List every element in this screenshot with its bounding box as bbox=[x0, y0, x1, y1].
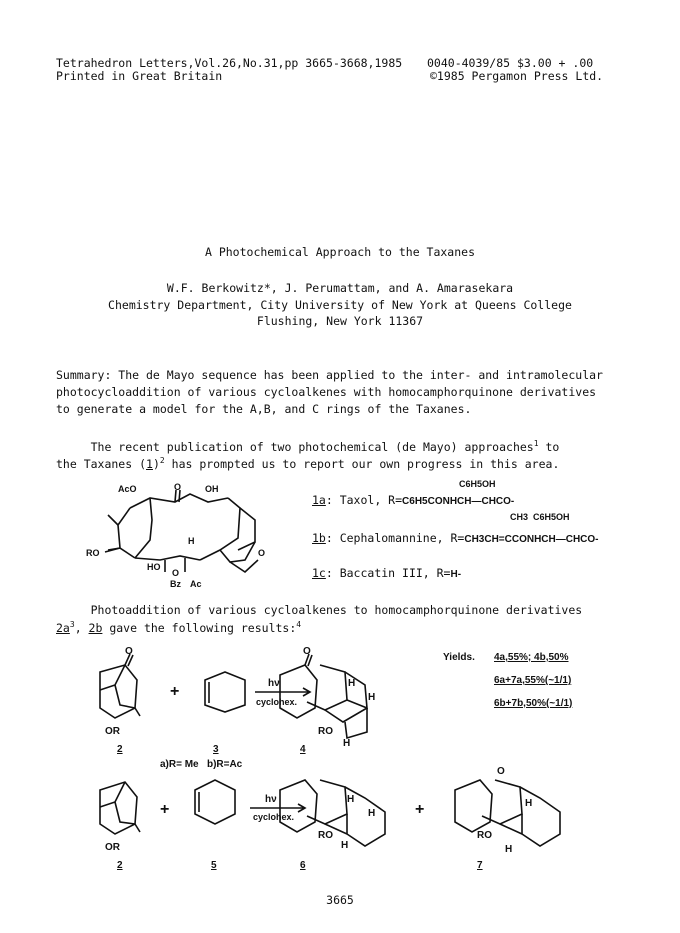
compound-ref: 1 bbox=[146, 456, 153, 471]
compound-number: 7 bbox=[477, 860, 483, 871]
hv-label: hν bbox=[268, 678, 280, 689]
scheme-1 bbox=[85, 646, 505, 760]
h-label: H bbox=[343, 738, 351, 749]
compound-ref: 2b bbox=[88, 620, 103, 635]
printed-in: Printed in Great Britain bbox=[56, 69, 223, 83]
summary-line-3: to generate a model for the A,B, and C rings of the Taxanes. bbox=[56, 402, 472, 416]
affiliation: Chemistry Department, City University of New York at Queens College bbox=[108, 298, 572, 312]
yield-line-3: 6b+7b,50%(~1/1) bbox=[494, 698, 573, 709]
taxane-label: O bbox=[174, 482, 182, 492]
yields-label: Yields. bbox=[443, 652, 475, 663]
compound-ref: 2a bbox=[56, 620, 70, 635]
hv-label: hν bbox=[265, 794, 277, 805]
ref-sup: 3 bbox=[69, 620, 75, 629]
intro-text: the Taxanes ( bbox=[56, 456, 147, 471]
taxane-label: H bbox=[188, 536, 195, 546]
intro-line-1 bbox=[56, 439, 559, 454]
o-label: O bbox=[497, 766, 505, 777]
ro-label: RO bbox=[318, 830, 333, 841]
photoaddition-line-1: Photoaddition of various cycloalkenes to homocamphorquinone derivatives bbox=[56, 603, 583, 617]
solvent-label: cyclohex. bbox=[256, 697, 298, 707]
r-group: C6H5CONHCH—CHCO- bbox=[402, 496, 515, 507]
compound-number: 2 bbox=[117, 744, 123, 755]
compound-1b-above: CH3 C6H5OH bbox=[510, 512, 570, 522]
h-label: H bbox=[341, 840, 349, 851]
r-group: CH3CH=CCONHCH—CHCO- bbox=[464, 534, 599, 545]
photoaddition-line-2 bbox=[56, 620, 301, 635]
location: Flushing, New York 11367 bbox=[256, 314, 424, 328]
solvent-label: cyclohex. bbox=[253, 812, 295, 822]
summary-line-2: photocycloaddition of various cycloalkenes with homocamphorquinone derivatives bbox=[56, 385, 597, 399]
h-label: H bbox=[505, 844, 513, 855]
taxane-label: O bbox=[258, 548, 266, 558]
paper-title: A Photochemical Approach to the Taxanes bbox=[204, 245, 476, 259]
r-group: H- bbox=[450, 569, 462, 580]
text: , bbox=[74, 620, 89, 635]
r-definition: a)R= Me b)R=Ac bbox=[160, 759, 243, 770]
scheme-2 bbox=[85, 766, 565, 882]
compound-number: 6 bbox=[300, 860, 306, 871]
compound-1a bbox=[312, 493, 514, 507]
compound-name: : Baccatin III, R= bbox=[325, 566, 451, 580]
intro-line-2 bbox=[56, 456, 559, 471]
compound-1c bbox=[312, 566, 461, 580]
compound-name: : Cephalomannine, R= bbox=[325, 531, 465, 545]
taxane-label: AcO bbox=[118, 484, 137, 494]
journal-citation: Tetrahedron Letters,Vol.26,No.31,pp 3665-3668,1985 bbox=[56, 56, 403, 70]
h-label: H bbox=[368, 692, 376, 703]
o-label: O bbox=[125, 646, 133, 657]
compound-number: 4 bbox=[300, 744, 306, 755]
plus-sign: + bbox=[170, 683, 180, 700]
compound-number: 2 bbox=[117, 860, 123, 871]
ro-label: RO bbox=[318, 726, 333, 737]
plus-sign: + bbox=[160, 801, 170, 818]
issn-price: 0040-4039/85 $3.00 + .00 bbox=[427, 56, 594, 70]
text: gave the following results: bbox=[102, 620, 297, 635]
compound-name: : Taxol, R= bbox=[325, 493, 403, 507]
compound-1b bbox=[312, 531, 599, 545]
ref-sup: 2 bbox=[159, 456, 165, 465]
yield-line-1: 4a,55%; 4b,50% bbox=[494, 652, 569, 663]
compound-number: 3 bbox=[213, 744, 219, 755]
intro-text: has prompted us to report our own progress in this area. bbox=[164, 456, 560, 471]
h-label: H bbox=[368, 808, 376, 819]
plus-sign: + bbox=[415, 801, 425, 818]
page-number: 3665 bbox=[326, 893, 354, 907]
taxane-label: O bbox=[172, 568, 180, 578]
compound-number: 5 bbox=[211, 860, 217, 871]
summary-line-1: Summary: The de Mayo sequence has been applied to the inter- and intramolecular bbox=[56, 368, 603, 382]
h-label: H bbox=[525, 798, 533, 809]
ro-label: RO bbox=[477, 830, 492, 841]
authors: W.F. Berkowitz*, J. Perumattam, and A. Amarasekara bbox=[166, 281, 514, 295]
taxane-label: OH bbox=[205, 484, 219, 494]
ref-sup: 4 bbox=[296, 620, 302, 629]
yield-line-2: 6a+7a,55%(~1/1) bbox=[494, 675, 572, 686]
compound-id: 1c bbox=[312, 566, 326, 580]
ref-sup: 1 bbox=[533, 439, 539, 448]
or-label: OR bbox=[105, 726, 120, 737]
h-label: H bbox=[347, 794, 355, 805]
compound-id: 1b bbox=[312, 531, 326, 545]
compound-1a-above: C6H5OH bbox=[459, 479, 496, 489]
taxane-label: RO bbox=[86, 548, 100, 558]
taxane-label: Ac bbox=[190, 579, 202, 589]
intro-text: to bbox=[538, 439, 560, 454]
h-label: H bbox=[348, 678, 356, 689]
taxane-structure bbox=[86, 480, 300, 590]
o-label: O bbox=[303, 646, 311, 657]
or-label: OR bbox=[105, 842, 120, 853]
taxane-label: HO bbox=[147, 562, 161, 572]
compound-id: 1a bbox=[312, 493, 326, 507]
copyright: ©1985 Pergamon Press Ltd. bbox=[430, 69, 604, 83]
intro-text: ) bbox=[152, 456, 160, 471]
intro-text: The recent publication of two photochemical (de Mayo) approaches bbox=[56, 439, 534, 454]
taxane-label: Bz bbox=[170, 579, 181, 589]
